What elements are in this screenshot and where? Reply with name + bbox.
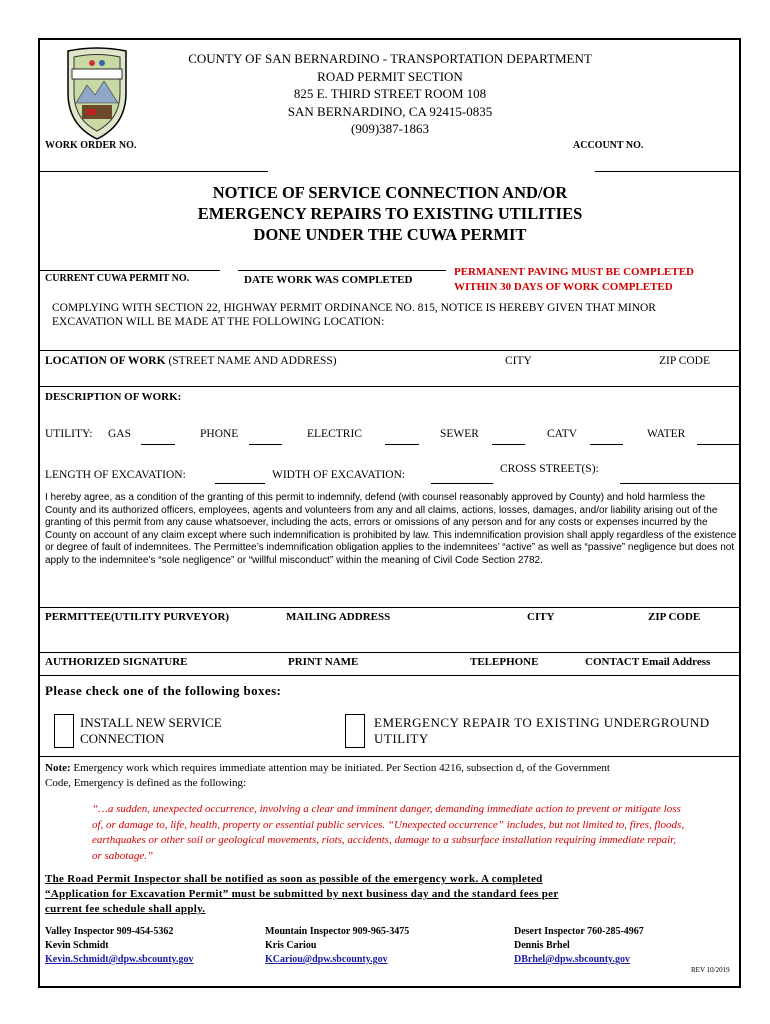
location-label-bold: LOCATION OF WORK — [45, 355, 166, 367]
telephone-label: TELEPHONE — [470, 656, 539, 668]
title-line-3: DONE UNDER THE CUWA PERMIT — [253, 225, 527, 244]
utility-gas-field[interactable] — [141, 444, 175, 445]
date-completed-field[interactable] — [238, 270, 446, 271]
inspector-notice-1: The Road Permit Inspector shall be notified as soon as possible of the emergency work. A completed — [45, 873, 543, 885]
install-service-label-1: INSTALL NEW SERVICE — [80, 715, 222, 730]
mountain-inspector-name: Kris Cariou — [265, 940, 317, 951]
work-order-label: WORK ORDER NO. — [45, 140, 137, 151]
utility-sewer-field[interactable] — [492, 444, 525, 445]
header-phone: (909)387-1863 — [351, 121, 429, 136]
length-label: LENGTH OF EXCAVATION: — [45, 469, 186, 481]
paving-warning-2: WITHIN 30 DAYS OF WORK COMPLETED — [454, 281, 673, 293]
title-line-2: EMERGENCY REPAIRS TO EXISTING UTILITIES — [197, 204, 583, 223]
width-label: WIDTH OF EXCAVATION: — [272, 469, 406, 481]
checkbox-prompt: Please check one of the following boxes: — [45, 683, 282, 698]
revision-label: REV 10/2019 — [691, 966, 730, 974]
utility-water-label: WATER — [647, 428, 686, 440]
title-line-1: NOTICE OF SERVICE CONNECTION AND/OR — [212, 183, 568, 202]
valley-inspector — [45, 925, 194, 967]
complying-line-2: EXCAVATION WILL BE MADE AT THE FOLLOWING LOCATION: — [52, 316, 385, 328]
utility-label: UTILITY: — [45, 428, 93, 440]
mountain-inspector-email-link[interactable]: KCariou@dpw.sbcounty.gov — [265, 954, 388, 965]
location-zip-label: ZIP CODE — [659, 355, 711, 367]
mountain-inspector-title: Mountain Inspector 909-965-3475 — [265, 926, 410, 937]
county-seal-icon — [62, 43, 132, 143]
utility-sewer-label: SEWER — [440, 428, 479, 440]
mailing-address-label: MAILING ADDRESS — [286, 611, 391, 623]
indemnification-agreement: I hereby agree, as a condition of the granting of this permit to indemnify, defend (with counsel reasonably approved by County) and hold harmless the County and its authorized officers, employees, agents and volunteers from any and all claims, actions, losses, damages, and/or liability arising out of the granting of this permit from any cause whatsoever, including the acts, errors or omissions of any person and for any costs or expenses incurred by the County on account of any claim except where such indemnification is prohibited by law. This indemnification provision shall apply regardless of the existence or degree of fault of indemnitees. The Permittee’s indemnification obligation applies to the indemnitees’ “active” as well as “passive” negligence but does not apply to the indemnitee’s “sole negligence” or “willful misconduct” within the meaning of Civil Code Section 2782. — [45, 492, 737, 566]
checkbox-rule — [40, 675, 741, 676]
date-completed-label: DATE WORK WAS COMPLETED — [244, 274, 413, 286]
utility-catv-field[interactable] — [590, 444, 623, 445]
location-rule — [40, 350, 741, 351]
description-label: DESCRIPTION OF WORK: — [45, 391, 182, 403]
print-name-label: PRINT NAME — [288, 656, 359, 668]
desert-inspector-name: Dennis Brhel — [514, 940, 570, 951]
location-label-rest: (STREET NAME AND ADDRESS) — [165, 355, 337, 367]
emergency-repair-checkbox[interactable] — [345, 714, 365, 748]
paving-warning-1: PERMANENT PAVING MUST BE COMPLETED — [454, 266, 694, 278]
install-service-label-2: CONNECTION — [80, 731, 165, 746]
width-field[interactable] — [431, 483, 493, 484]
signature-label: AUTHORIZED SIGNATURE — [45, 656, 188, 668]
inspector-notice-2: “Application for Excavation Permit” must be submitted by next business day and the standard fees per — [45, 888, 559, 900]
header-dept: COUNTY OF SAN BERNARDINO - TRANSPORTATION DEPARTMENT — [188, 51, 592, 66]
utility-catv-label: CATV — [547, 428, 578, 440]
account-field[interactable] — [595, 171, 741, 172]
emergency-repair-label-2: UTILITY — [374, 731, 429, 746]
complying-line-1: COMPLYING WITH SECTION 22, HIGHWAY PERMIT ORDINANCE NO. 815, NOTICE IS HEREBY GIVEN THAT MINOR — [52, 302, 656, 314]
cuwa-permit-label: CURRENT CUWA PERMIT NO. — [45, 273, 190, 284]
work-order-field[interactable] — [40, 171, 268, 172]
length-field[interactable] — [215, 483, 265, 484]
emergency-repair-label-1: EMERGENCY REPAIR TO EXISTING UNDERGROUND — [374, 715, 710, 730]
valley-inspector-email-link[interactable]: Kevin.Schmidt@dpw.sbcounty.gov — [45, 954, 194, 965]
utility-phone-field[interactable] — [249, 444, 282, 445]
utility-phone-label: PHONE — [200, 428, 239, 440]
header-street: 825 E. THIRD STREET ROOM 108 — [293, 86, 487, 101]
inspector-notice-3: current fee schedule shall apply. — [45, 903, 206, 915]
note-rule — [40, 756, 741, 757]
note-text-1: Emergency work which requires immediate attention may be initiated. Per Section 4216, subsection d, of the Government — [70, 762, 610, 774]
desert-inspector-title: Desert Inspector 760-285-4967 — [514, 926, 644, 937]
signature-rule — [40, 652, 741, 653]
desert-inspector — [514, 925, 644, 967]
location-label — [45, 355, 337, 367]
permittee-rule — [40, 607, 741, 608]
header-city: SAN BERNARDINO, CA 92415-0835 — [287, 103, 493, 119]
permittee-label: PERMITTEE(UTILITY PURVEYOR) — [45, 611, 230, 623]
utility-electric-field[interactable] — [385, 444, 419, 445]
utility-electric-label: ELECTRIC — [307, 428, 362, 440]
cross-street-label: CROSS STREET(S): — [500, 463, 599, 475]
header-section: ROAD PERMIT SECTION — [317, 68, 463, 84]
permittee-city-label: CITY — [527, 611, 555, 623]
inspector-notice — [45, 872, 559, 917]
desert-inspector-email-link[interactable]: DBrhel@dpw.sbcounty.gov — [514, 954, 630, 965]
utility-gas-label: GAS — [108, 428, 132, 440]
valley-inspector-title: Valley Inspector 909-454-5362 — [45, 926, 174, 937]
utility-water-field[interactable] — [697, 444, 741, 445]
emergency-definition-quote: “…a sudden, unexpected occurrence, involving a clear and imminent danger, demanding immediate action to prevent or mitigate loss of, or damage to, life, health, property or essential public services. “Unexpected occurrence” includes, but not limited to, fires, floods, earthquakes or other soil or geological movements, riots, accidents, damage to a subsurface installation requiring immediate repair, or sabotage.” — [92, 803, 685, 862]
contact-email-label: CONTACT Email Address — [585, 656, 711, 668]
install-service-label — [80, 715, 222, 747]
description-rule — [40, 386, 741, 387]
install-service-checkbox[interactable] — [54, 714, 74, 748]
note-text-2: Code, Emergency is defined as the following: — [45, 777, 247, 789]
valley-inspector-name: Kevin Schmidt — [45, 940, 109, 951]
location-city-label: CITY — [505, 355, 532, 367]
note-label: Note: — [45, 762, 71, 774]
permittee-zip-label: ZIP CODE — [648, 611, 701, 623]
mountain-inspector — [265, 925, 409, 967]
cross-street-field[interactable] — [620, 483, 741, 484]
note-text — [45, 761, 610, 791]
emergency-repair-label — [374, 715, 710, 747]
cuwa-permit-field[interactable] — [40, 270, 220, 271]
page-title — [60, 182, 720, 245]
account-label: ACCOUNT NO. — [573, 140, 644, 151]
header-address — [150, 50, 630, 138]
